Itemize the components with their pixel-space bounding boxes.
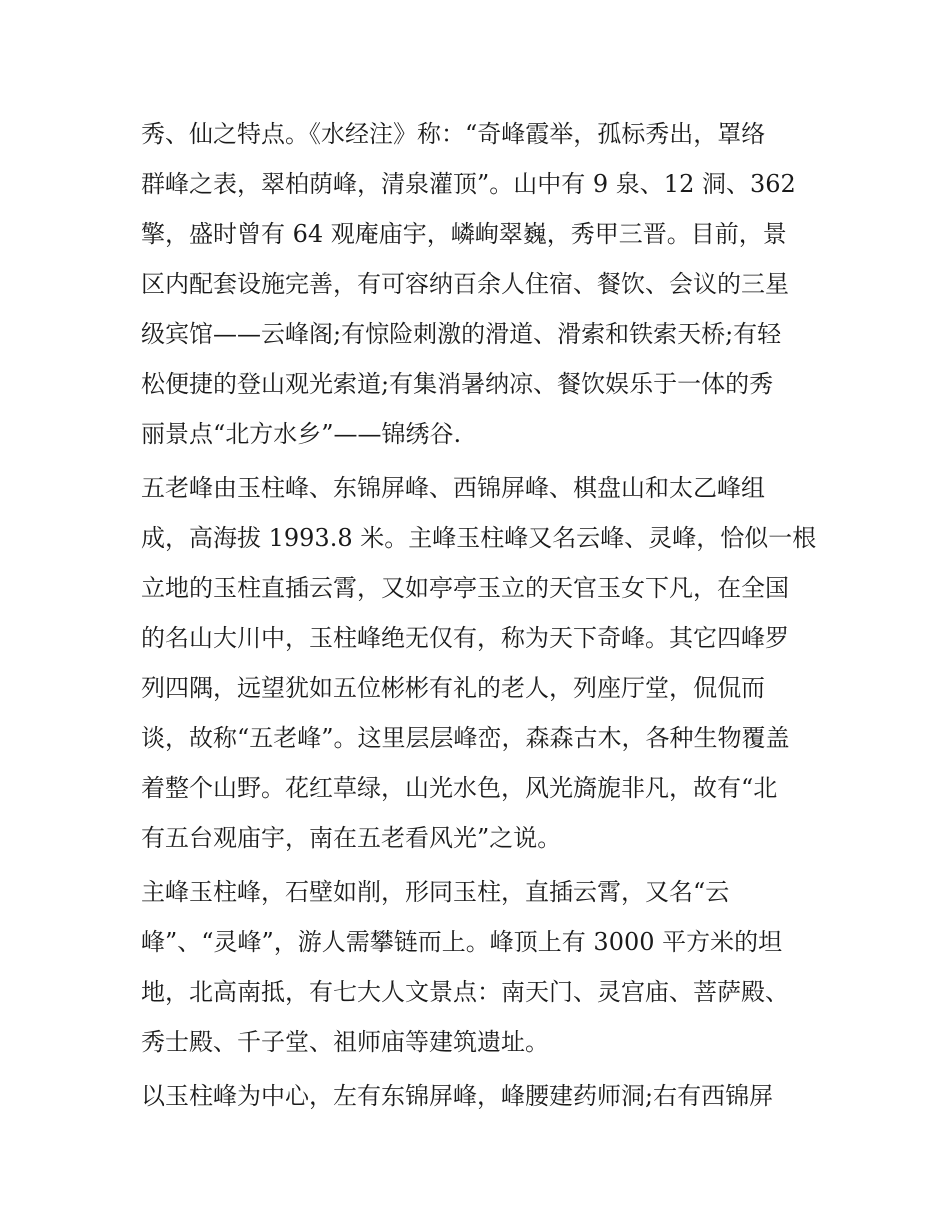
text-line: 有五台观庙宇，南在五老看风光”之说。 (141, 824, 562, 852)
text-line: 的名山大川中，玉柱峰绝无仅有，称为天下奇峰。其它四峰罗 (141, 624, 789, 652)
text-line: 秀、仙之特点。《水经注》称：“奇峰霞举，孤标秀出，罩络 (141, 120, 766, 148)
text-line: 立地的玉柱直插云霄，又如亭亭玉立的天官玉女下凡，在全国 (141, 574, 789, 602)
text-line: 擎，盛时曾有 64 观庵庙宇，嶙峋翠巍，秀甲三晋。目前，景 (141, 220, 787, 248)
text-line: 五老峰由玉柱峰、东锦屏峰、西锦屏峰、棋盘山和太乙峰组 (141, 474, 765, 502)
text-line: 区内配套设施完善，有可容纳百余人住宿、餐饮、会议的三星 (141, 270, 789, 298)
text-line: 以玉柱峰为中心，左有东锦屏峰，峰腰建药师洞;右有西锦屏 (141, 1082, 774, 1110)
paragraph-3 (141, 867, 821, 1067)
text-line: 谈，故称“五老峰”。这里层层峰峦，森森古木，各种生物覆盖 (141, 724, 790, 752)
text-line: 峰”、“灵峰”，游人需攀链而上。峰顶上有 3000 平方米的坦 (141, 928, 783, 956)
text-line: 列四隅，远望犹如五位彬彬有礼的老人，列座厅堂，侃侃而 (141, 674, 765, 702)
paragraph-4 (141, 1071, 821, 1121)
text-line: 群峰之表，翠柏荫峰，清泉灌顶”。山中有 9 泉、12 洞、362 (141, 170, 796, 198)
paragraph-2 (141, 463, 821, 863)
text-line: 级宾馆——云峰阁;有惊险刺激的滑道、滑索和铁索天桥;有轻 (141, 320, 782, 348)
text-line: 丽景点“北方水乡”——锦绣谷. (141, 420, 462, 448)
text-line: 松便捷的登山观光索道;有集消暑纳凉、餐饮娱乐于一体的秀 (141, 370, 774, 398)
text-line: 成，高海拔 1993.8 米。主峰玉柱峰又名云峰、灵峰，恰似一根 (141, 524, 817, 552)
text-line: 主峰玉柱峰，石壁如削，形同玉柱，直插云霄，又名“云 (141, 878, 730, 906)
body-text (141, 109, 821, 1121)
text-line: 秀士殿、千子堂、祖师庙等建筑遗址。 (141, 1028, 549, 1056)
text-line: 着整个山野。花红草绿，山光水色，风光旖旎非凡，故有“北 (141, 774, 778, 802)
text-line: 地，北高南抵，有七大人文景点：南天门、灵宫庙、菩萨殿、 (141, 978, 789, 1006)
paragraph-1 (141, 109, 821, 459)
